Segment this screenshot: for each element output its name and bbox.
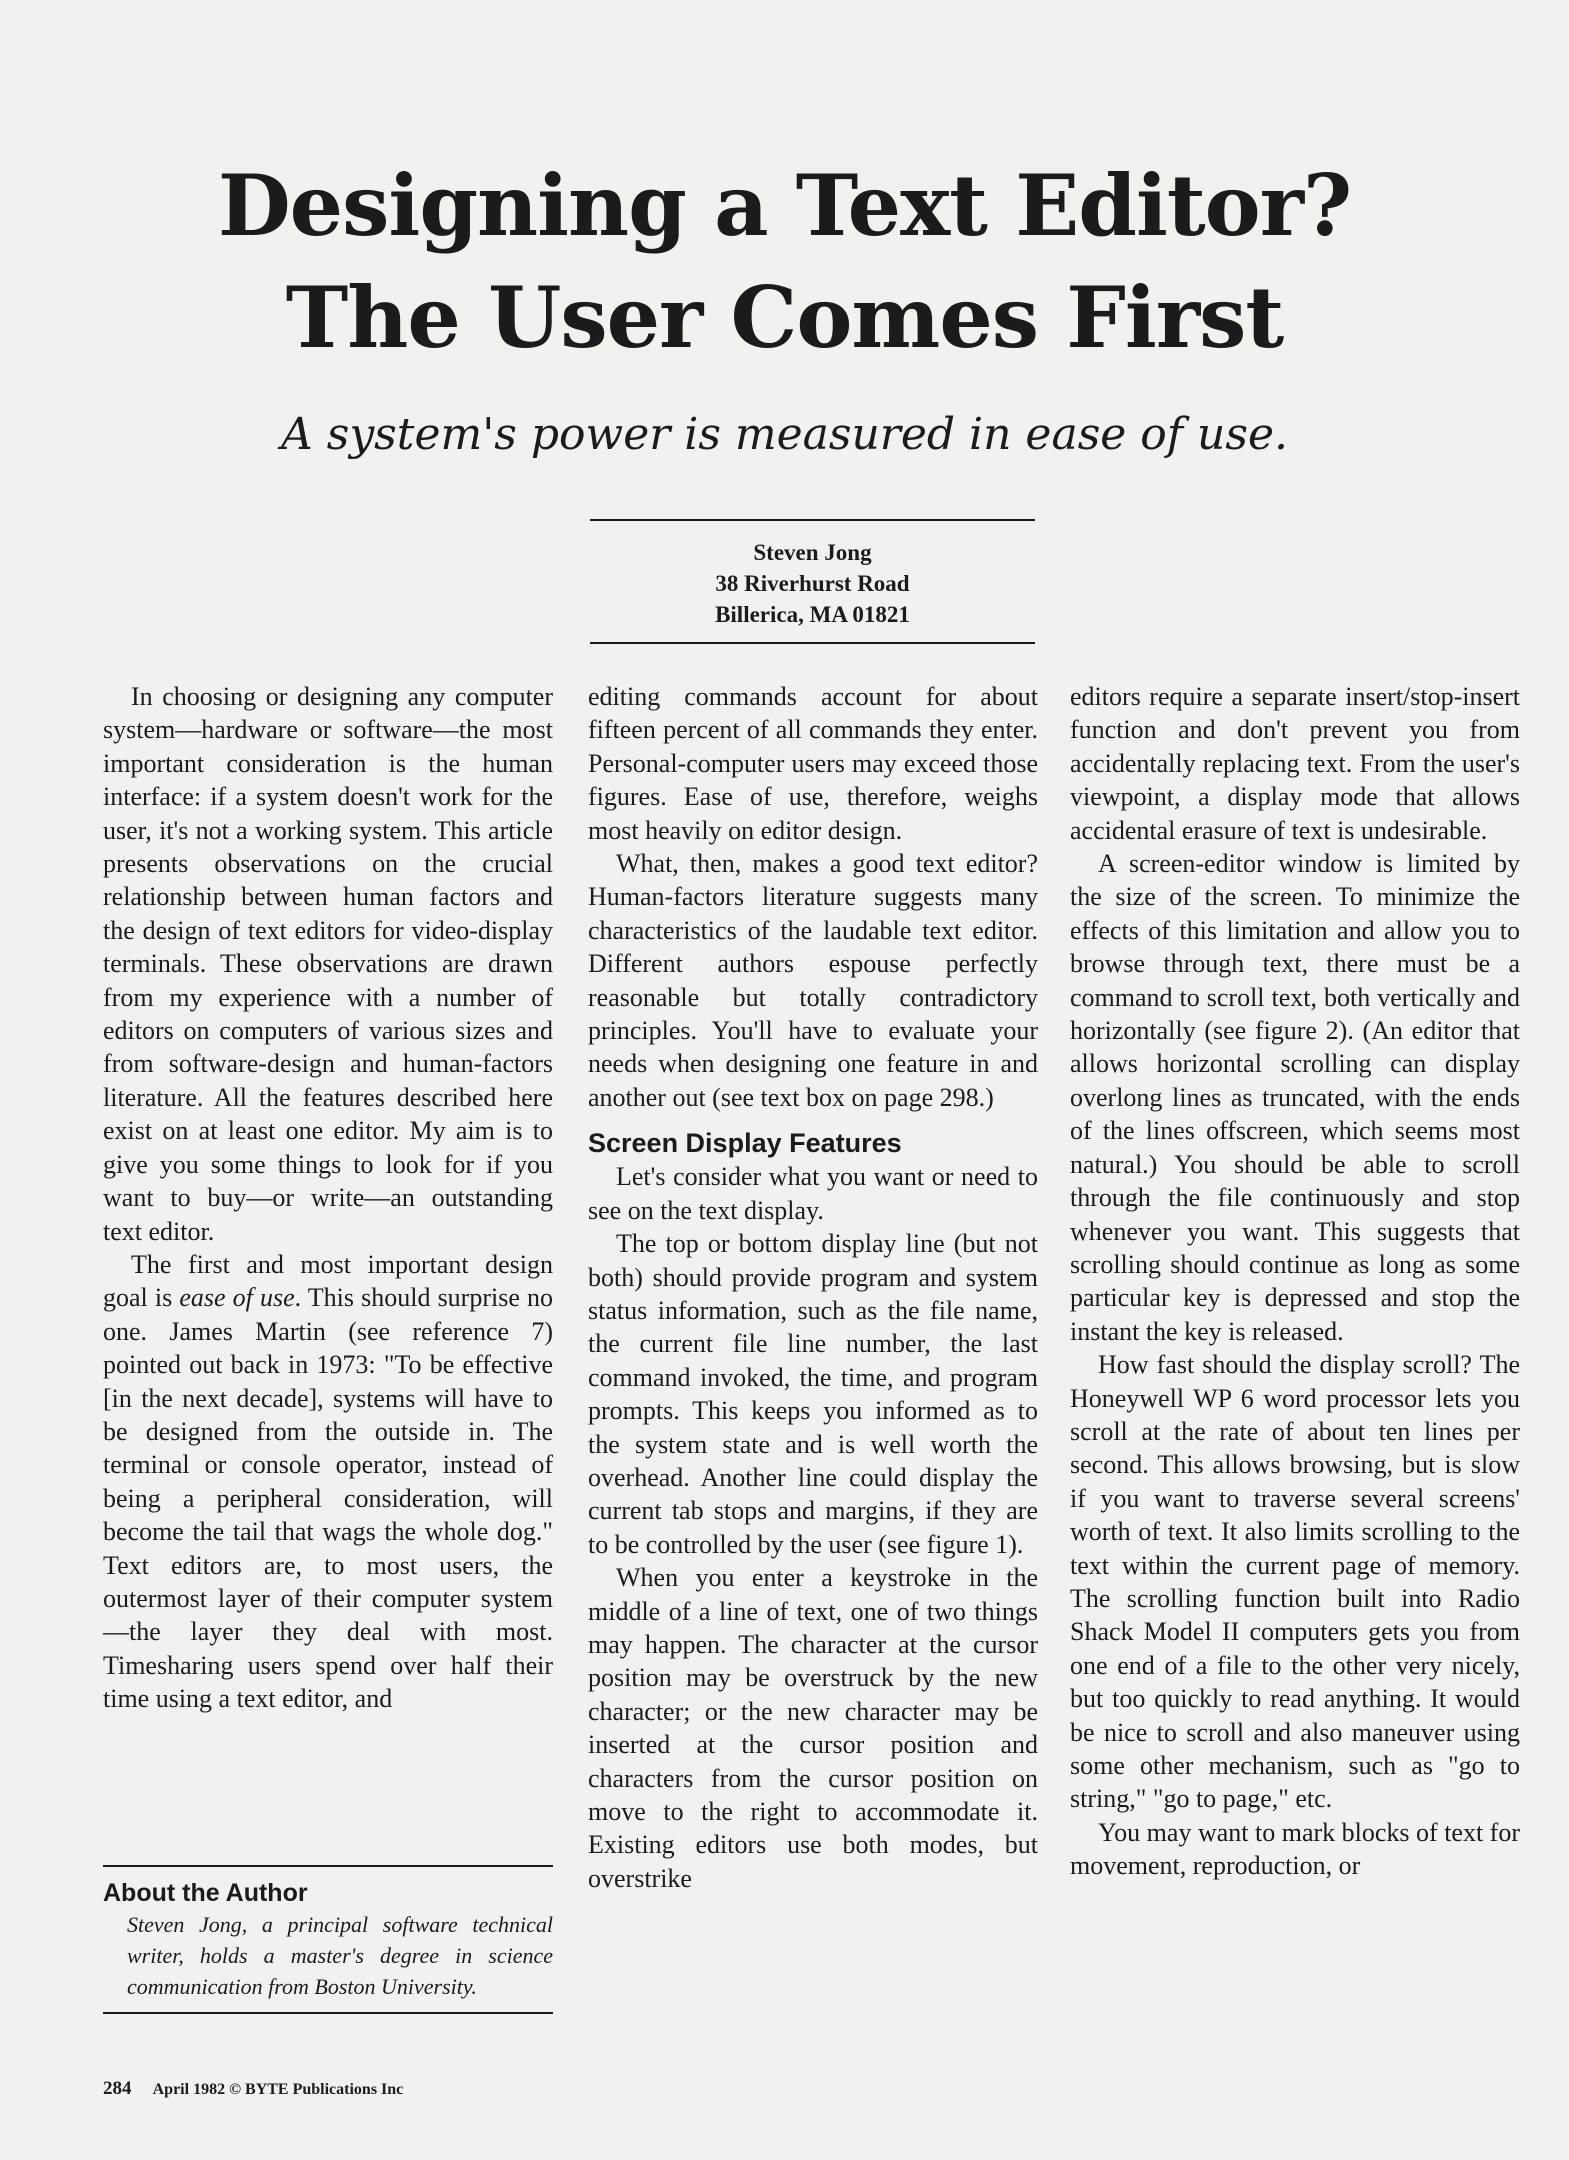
paragraph: When you enter a keystroke in the middle of a line of text, one of two things may happen. The character at the cursor position may be overstruck by the new character; or the new character may be inserted at the cursor position and characters from the cursor position on move to the right to accommodate it. Existing editors use both modes, but overstrike	[588, 1563, 1038, 1893]
paragraph: editors require a separate insert/stop-insert function and don't prevent you from accidentally replacing text. From the user's viewpoint, a display mode that allows accidental erasure of text is undesirable.	[1070, 682, 1520, 845]
paragraph-text: . This should surprise no one. James Martin (see reference 7) pointed out back in 1973: "To be effective [in the next decade], systems will have to be designed from the outside in. The terminal or console operator, instead of being a peripheral consideration, will become the tail that wags the whole dog." Text editors are, to most users, the outermost layer of their computer system—the layer they deal with most. Timesharing users spend over half their time using a text editor, and	[103, 1283, 553, 1714]
section-heading: Screen Display Features	[588, 1128, 902, 1159]
article-title	[0, 150, 1569, 374]
author-street: 38 Riverhurst Road	[715, 571, 910, 596]
paragraph: You may want to mark blocks of text for movement, reproduction, or	[1070, 1817, 1520, 1881]
body-column-1	[103, 680, 553, 1716]
about-the-author-box	[103, 1865, 553, 2014]
title-line-1: Designing a Text Editor?	[217, 156, 1352, 255]
author-city: Billerica, MA 01821	[715, 602, 910, 627]
about-author-text: Steven Jong, a principal software technical writer, holds a master's degree in science communication from Boston University.	[127, 1912, 553, 1999]
paragraph-text: The first and most important design goal is	[103, 1249, 553, 1313]
paragraph: In choosing or designing any computer system—hardware or software—the most important consideration is the human interface: if a system doesn't work for the user, it's not a working system. This article presents observations on the crucial relationship between human factors and the design of text editors for video-display terminals. These observations are drawn from my experience with a number of editors on computers of various sizes and from software-design and human-factors literature. All the features described here exist on at least one editor. My aim is to give you some things to look for if you want to buy—or write—an outstanding text editor.	[103, 682, 553, 1246]
paragraph: editing commands account for about fifteen percent of all commands they enter. Personal-computer users may exceed those figures. Ease of use, therefore, weighs most heavily on editor design.	[588, 682, 1038, 845]
paragraph: What, then, makes a good text editor? Human-factors literature suggests many characteristics of the laudable text editor. Different authors espouse perfectly reasonable but totally contradictory principles. You'll have to evaluate your needs when designing one feature in and another out (see text box on page 298.)	[588, 849, 1038, 1112]
author-name: Steven Jong	[753, 540, 872, 565]
publication-credit: April 1982 © BYTE Publications Inc	[152, 2081, 404, 2098]
paragraph: Let's consider what you want or need to see on the text display.	[588, 1162, 1038, 1225]
title-line-2: The User Comes First	[285, 268, 1284, 367]
paragraph: A screen-editor window is limited by the size of the screen. To minimize the effects of this limitation and allow you to browse through text, there must be a command to scroll text, both vertically and horizontally (see figure 2). (An editor that allows horizontal scrolling can display overlong lines as truncated, with the ends of the lines offscreen, which seems most natural.) You should be able to scroll through the file continuously and stop whenever you want. This suggests that scrolling should continue as long as some particular key is depressed and stop the instant the key is released.	[1070, 849, 1520, 1346]
author-byline	[590, 519, 1035, 644]
body-column-2	[588, 680, 1038, 1895]
about-author-heading: About the Author	[103, 1879, 308, 1907]
emphasis-text: ease of use	[179, 1283, 295, 1313]
paragraph	[103, 1248, 553, 1716]
article-subtitle: A system's power is measured in ease of use.	[280, 409, 1288, 460]
page-footer	[103, 2078, 403, 2100]
paragraph: The top or bottom display line (but not both) should provide program and system status information, such as the file name, the current file line number, the last command invoked, the time, and program prompts. This keeps you informed as to the system state and is well worth the overhead. Another line could display the current tab stops and margins, if they are to be controlled by the user (see figure 1).	[588, 1229, 1038, 1559]
page-number: 284	[103, 2078, 132, 2099]
body-column-3	[1070, 680, 1520, 1883]
paragraph: How fast should the display scroll? The Honeywell WP 6 word processor lets you scroll at the rate of about ten lines per second. This allows browsing, but is slow if you want to traverse several screens' worth of text. It also limits scrolling to the text within the current page of memory. The scrolling function built into Radio Shack Model II computers gets you from one end of a file to the other very nicely, but too quickly to read anything. It would be nice to scroll and also maneuver using some other mechanism, such as "go to string," "go to page," etc.	[1070, 1350, 1520, 1814]
